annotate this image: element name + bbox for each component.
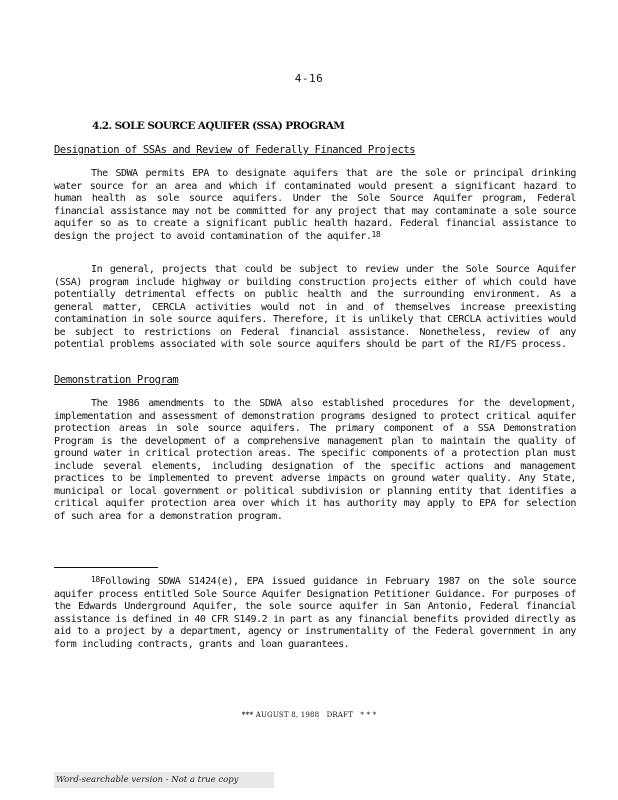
footnote-divider: [54, 567, 158, 568]
footnote-number: 18: [91, 575, 100, 584]
paragraph-text: In general, projects that could be subject to review under the Sole Source Aquifer (SSA) program include highway or building construction projects either of which could have potentially detrimental effects on public health and the surrounding environment. As a general matter, CERCLA activities would not in and of themselves increase preexisting contamination in sole source aquifers. Therefore, it is unlikely that CERCLA activities would be subject to restrictions on Federal financial assistance. Nonetheless, review of any potential problems associated with sole source aquifers should be part of the RI/FS process.: [54, 264, 576, 350]
paragraph-designation-1: [54, 168, 576, 243]
footer-date: AUGUST 8, 1988: [255, 711, 320, 719]
subsection-heading-demonstration: Demonstration Program: [54, 374, 179, 386]
watermark-notice: Word-searchable version - Not a true copy: [54, 772, 274, 788]
paragraph-text: The 1986 amendments to the SDWA also established procedures for the development, implementation and assessment of demonstration programs designed to protect critical aquifer protection areas in sole source aquifers. The primary component of a SSA Demonstration Program is the development of a comprehensive management plan to maintain the quality of ground water in critical protection areas. The specific components of a protection plan must include several elements, including designation of the specific actions and management practices to be implemented to prevent adverse impacts on ground water quality. Any State, municipal or local government or political subdivision or planning entity that identifies a critical aquifer protection area over which it has authority may apply to EPA for selection of such area for a demonstration program.: [54, 398, 576, 522]
footnote-text: Following SDWA S1424(e), EPA issued guidance in February 1987 on the sole source aquifer process entitled Sole Source Aquifer Designation Petitioner Guidance. For purposes of the Edwards Underground Aquifer, the sole source aquifer in San Antonio, Federal financial assistance is defined in 40 CFR S149.2 in part as any financial benefits provided directly as aid to a project by a department, agency or instrumentality of the Federal government in any form including contracts, grants and loan guarantees.: [54, 576, 576, 650]
paragraph-designation-2: [54, 264, 576, 352]
footnote: [54, 576, 576, 651]
paragraph-demonstration: [54, 398, 576, 523]
subsection-heading-designation: Designation of SSAs and Review of Federally Financed Projects: [54, 144, 416, 156]
footer-draft-label: DRAFT: [326, 711, 354, 719]
footer-stars-left: ***: [241, 710, 254, 719]
paragraph-text: The SDWA permits EPA to designate aquifers that are the sole or principal drinking water source for an area and which if contaminated would present a significant hazard to human health as sole source aquifers. Under the Sole Source Aquifer program, Federal financial assistance may not be committed for any project that may contaminate a sole source aquifer so as to create a significant public health hazard. Federal financial assistance to design the project to avoid contamination of the aquifer.: [54, 168, 576, 242]
footnote-reference: 18: [371, 229, 381, 239]
draft-footer: [0, 710, 618, 719]
footer-stars-right: * * *: [360, 711, 377, 719]
section-title: 4.2. SOLE SOURCE AQUIFER (SSA) PROGRAM: [92, 120, 345, 132]
page-number: 4-16: [294, 72, 324, 85]
